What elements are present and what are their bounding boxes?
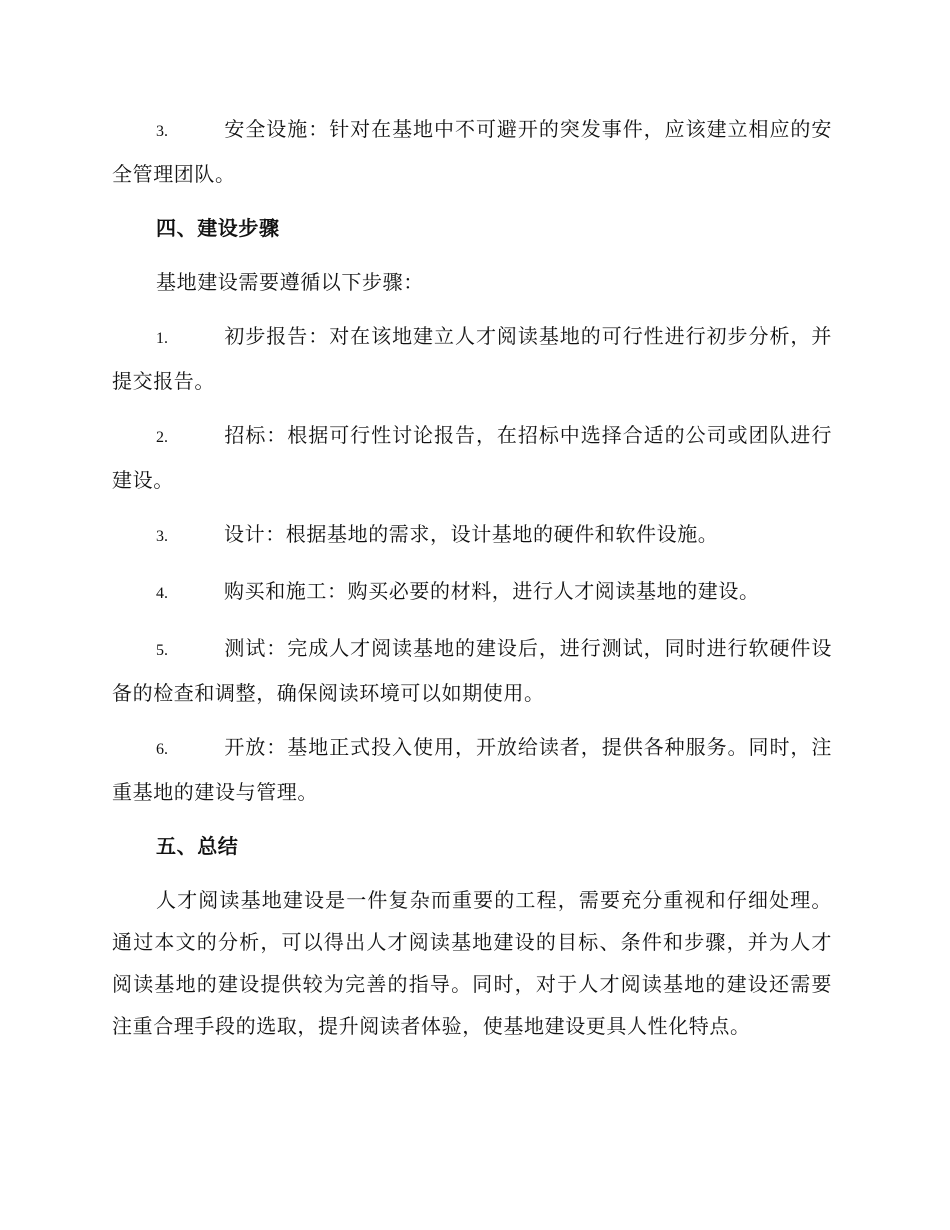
list-text: 开放：基地正式投入使用，开放给读者，提供各种服务。同时，注重基地的建设与管理。 — [112, 735, 832, 804]
list-number: 6. — [156, 741, 168, 758]
list-number: 3. — [156, 123, 168, 140]
list-number: 2. — [156, 429, 168, 446]
list-item-purchase-construction — [112, 570, 832, 615]
list-item-testing — [112, 627, 832, 714]
list-item-bidding — [112, 414, 832, 501]
document-body — [112, 108, 832, 1059]
list-number: 5. — [156, 642, 168, 659]
paragraph-summary: 人才阅读基地建设是一件复杂而重要的工程，需要充分重视和仔细处理。通过本文的分析，可以得出人才阅读基地建设的目标、条件和步骤，并为人才阅读基地的建设提供较为完善的指导。同时，对于人才阅读基地的建设还需要注重合理手段的选取，提升阅读者体验，使基地建设更具人性化特点。 — [112, 888, 832, 1038]
list-item-safety-facilities — [112, 108, 832, 195]
list-item-design — [112, 513, 832, 558]
paragraph-steps-intro: 基地建设需要遵循以下步骤： — [156, 270, 424, 294]
list-text: 初步报告：对在该地建立人才阅读基地的可行性进行初步分析，并提交报告。 — [112, 324, 832, 393]
list-item-opening — [112, 726, 832, 813]
list-item-preliminary-report — [112, 315, 832, 402]
list-number: 4. — [156, 585, 168, 602]
list-number: 1. — [156, 330, 168, 347]
section-heading-summary: 五、总结 — [156, 834, 239, 858]
list-text: 安全设施：针对在基地中不可避开的突发事件，应该建立相应的安全管理团队。 — [112, 117, 832, 186]
section-heading-construction-steps: 四、建设步骤 — [156, 216, 280, 240]
list-number: 3. — [156, 528, 168, 545]
list-text: 设计：根据基地的需求，设计基地的硬件和软件设施。 — [224, 522, 719, 546]
list-text: 招标：根据可行性讨论报告，在招标中选择合适的公司或团队进行建设。 — [112, 423, 832, 492]
list-text: 购买和施工：购买必要的材料，进行人才阅读基地的建设。 — [224, 579, 760, 603]
list-text: 测试：完成人才阅读基地的建设后，进行测试，同时进行软硬件设备的检查和调整，确保阅读环境可以如期使用。 — [112, 636, 832, 705]
